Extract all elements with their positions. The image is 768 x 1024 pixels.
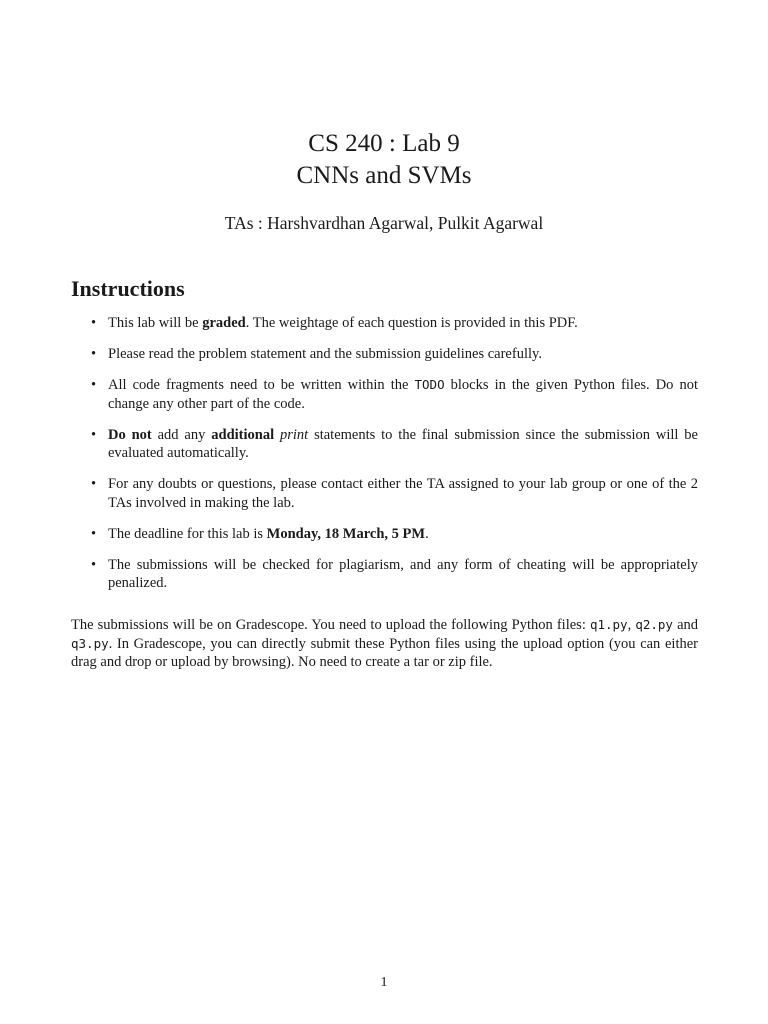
instruction-item [71,345,698,364]
inline-code: q2.py [635,617,673,632]
deadline-text: Monday, 18 March, 5 PM [266,525,426,542]
title-block [0,128,768,192]
instruction-text: statements to the final submission since the submission will be evaluated automatically. [108,426,698,461]
instruction-text: This lab will be [108,315,203,331]
instruction-text: . The weightage of each question is provided in this PDF. [245,315,578,331]
bullet-icon: • [91,346,97,362]
instructions-heading: Instructions [71,276,185,301]
bullet-icon: • [91,556,97,573]
bullet-icon: • [91,525,97,542]
instruction-item [71,525,698,544]
paragraph-text: and [672,617,699,633]
inline-code: q1.py [589,617,628,632]
instruction-text: . [425,525,429,542]
bullet-icon: • [91,426,97,443]
instruction-text: Please read the problem statement and the submission guidelines carefully. [108,346,542,362]
tas-line: TAs : Harshvardhan Agarwal, Pulkit Agarwal [224,213,544,233]
lab-title: CS 240 : Lab 9 [308,130,460,157]
instructions-list [71,314,698,605]
inline-code: q3.py [71,635,109,651]
submission-paragraph [71,616,698,672]
page-number: 1 [380,975,388,990]
instruction-bold-text: additional [211,426,275,443]
instruction-text: add any [151,426,212,443]
paragraph-text: , [627,617,636,633]
instruction-bold-text: graded [202,315,246,331]
instruction-text: The deadline for this lab is [108,525,267,542]
paragraph-text: The submissions will be on Gradescope. You need to upload the following Python files: [71,617,590,633]
instruction-text: blocks in the given Python files. Do not change any other part of the code. [108,377,698,412]
instruction-text: All code fragments need to be written within the [108,377,415,393]
instruction-item [71,426,698,463]
instruction-bold-text: Do not [108,426,152,443]
paragraph-text: . In Gradescope, you can directly submit these Python files using the upload option (you can either drag and drop or upload by browsing). No need to create a tar or zip file. [71,635,698,670]
instruction-text: The submissions will be checked for plagiarism, and any form of cheating will be appropriately penalized. [108,556,698,591]
lab-subtitle: CNNs and SVMs [296,162,472,189]
instruction-italic-text: print [279,426,309,443]
bullet-icon: • [91,377,97,393]
instruction-item [71,556,698,593]
instruction-item [71,314,698,333]
instruction-item [71,376,698,413]
instruction-item [71,475,698,512]
instruction-text: For any doubts or questions, please contact either the TA assigned to your lab group or one of the 2 TAs involved in making the lab. [108,476,698,511]
inline-code: TODO [414,377,445,392]
bullet-icon: • [91,315,97,331]
bullet-icon: • [91,476,97,492]
